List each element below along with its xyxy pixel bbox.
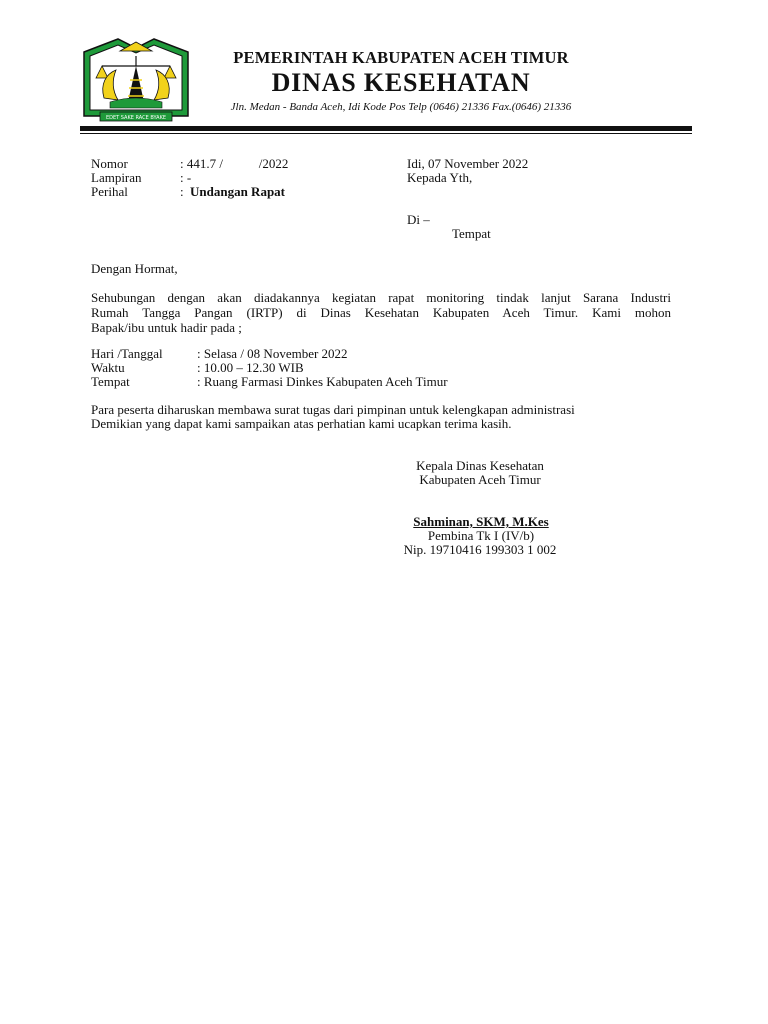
schedule-label-place: Tempat [91,374,130,389]
recipient-di: Di – [407,212,430,227]
closing-line: Para peserta diharuskan membawa surat tugas dari pimpinan untuk kelengkapan administrasi [91,402,575,417]
signatory-name: Sahminan, SKM, M.Kes [413,514,549,529]
department-address: Jln. Medan - Banda Aceh, Idi Kode Pos Telp (0646) 21336 Fax.(0646) 21336 [230,101,572,113]
schedule-value-time: : 10.00 – 12.30 WIB [197,360,304,375]
recipient-place: Tempat [452,226,491,241]
department-name: DINAS KESEHATAN [271,68,531,97]
letter-date: Idi, 07 November 2022 [407,156,529,171]
letterhead-divider-thin [80,133,692,134]
body-paragraph [91,290,671,335]
body-paragraph-line: Bapak/ibu untuk hadir pada ; [91,320,242,335]
schedule-value-day: : Selasa / 08 November 2022 [197,346,348,361]
letterhead-divider-thick [80,126,692,131]
recipient-salutation: Kepada Yth, [407,170,473,185]
perihal-label: Perihal [91,184,128,199]
nomor-value: : 441.7 / /2022 [180,156,289,171]
perihal-value: Undangan Rapat [190,184,286,199]
government-name: PEMERINTAH KABUPATEN ACEH TIMUR [233,48,569,67]
signatory-office: Kabupaten Aceh Timur [419,472,541,487]
schedule-value-place: : Ruang Farmasi Dinkes Kabupaten Aceh Timur [197,374,448,389]
signatory-nip: Nip. 19710416 199303 1 002 [403,542,557,557]
lampiran-value: : - [180,170,192,185]
lampiran-label: Lampiran [91,170,142,185]
greeting: Dengan Hormat, [91,261,178,276]
body-paragraph-line: Sehubungan dengan akan diadakannya kegiatan rapat monitoring tindak lanjut Sarana Industri [91,290,671,305]
closing-line: Demikian yang dapat kami sampaikan atas perhatian kami ucapkan terima kasih. [91,416,512,431]
nomor-label: Nomor [91,156,128,171]
logo-motto: EDET SAKE RACE BYAKE [105,115,167,121]
signatory-title: Kepala Dinas Kesehatan [416,458,544,473]
schedule-label-time: Waktu [91,360,125,375]
schedule-label-day: Hari /Tanggal [91,346,163,361]
aceh-timur-emblem-logo [80,36,192,126]
perihal-colon: : [180,184,184,199]
signatory-rank: Pembina Tk I (IV/b) [427,528,535,543]
body-paragraph-line: Rumah Tangga Pangan (IRTP) di Dinas Kesehatan Kabupaten Aceh Timur. Kami mohon [91,305,671,320]
